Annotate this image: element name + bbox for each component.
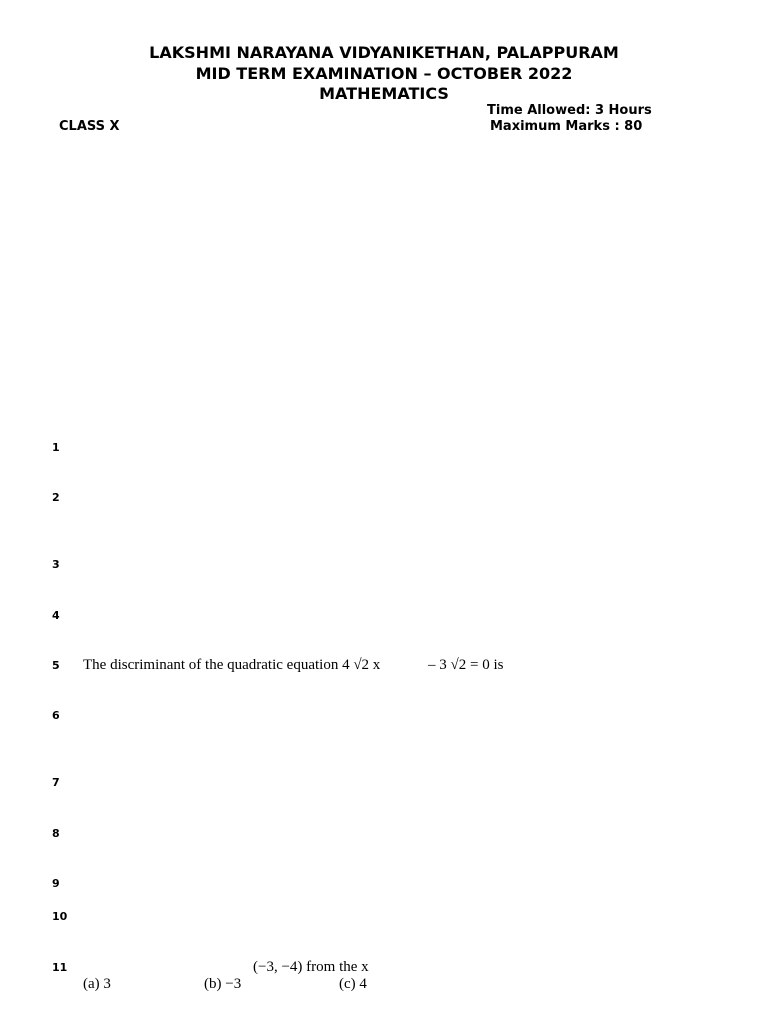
maximum-marks: Maximum Marks : 80 xyxy=(490,119,643,134)
question-number: 2 xyxy=(52,491,60,504)
question-5-text: The discriminant of the quadratic equation 4 √2 x xyxy=(83,657,381,673)
option-a: (a) 3 xyxy=(83,976,111,992)
question-5-text-continued: – 3 √2 = 0 is xyxy=(428,657,504,673)
option-b: (b) −3 xyxy=(204,976,242,992)
class-label: CLASS X xyxy=(59,119,120,134)
subject-title: MATHEMATICS xyxy=(319,84,449,103)
question-number: 10 xyxy=(52,910,68,923)
exam-title: MID TERM EXAMINATION – OCTOBER 2022 xyxy=(195,64,573,83)
question-number: 5 xyxy=(52,659,60,672)
question-number: 4 xyxy=(52,609,60,622)
question-number: 3 xyxy=(52,558,60,571)
option-c: (c) 4 xyxy=(339,976,367,992)
question-number: 9 xyxy=(52,877,60,890)
question-number: 1 xyxy=(52,441,60,454)
question-11-text: (−3, −4) from the x xyxy=(253,959,369,975)
time-allowed: Time Allowed: 3 Hours xyxy=(487,103,652,118)
question-number: 11 xyxy=(52,961,68,974)
question-number: 8 xyxy=(52,827,60,840)
question-number: 6 xyxy=(52,709,60,722)
school-name: LAKSHMI NARAYANA VIDYANIKETHAN, PALAPPURAM xyxy=(149,43,619,62)
question-number: 7 xyxy=(52,776,60,789)
